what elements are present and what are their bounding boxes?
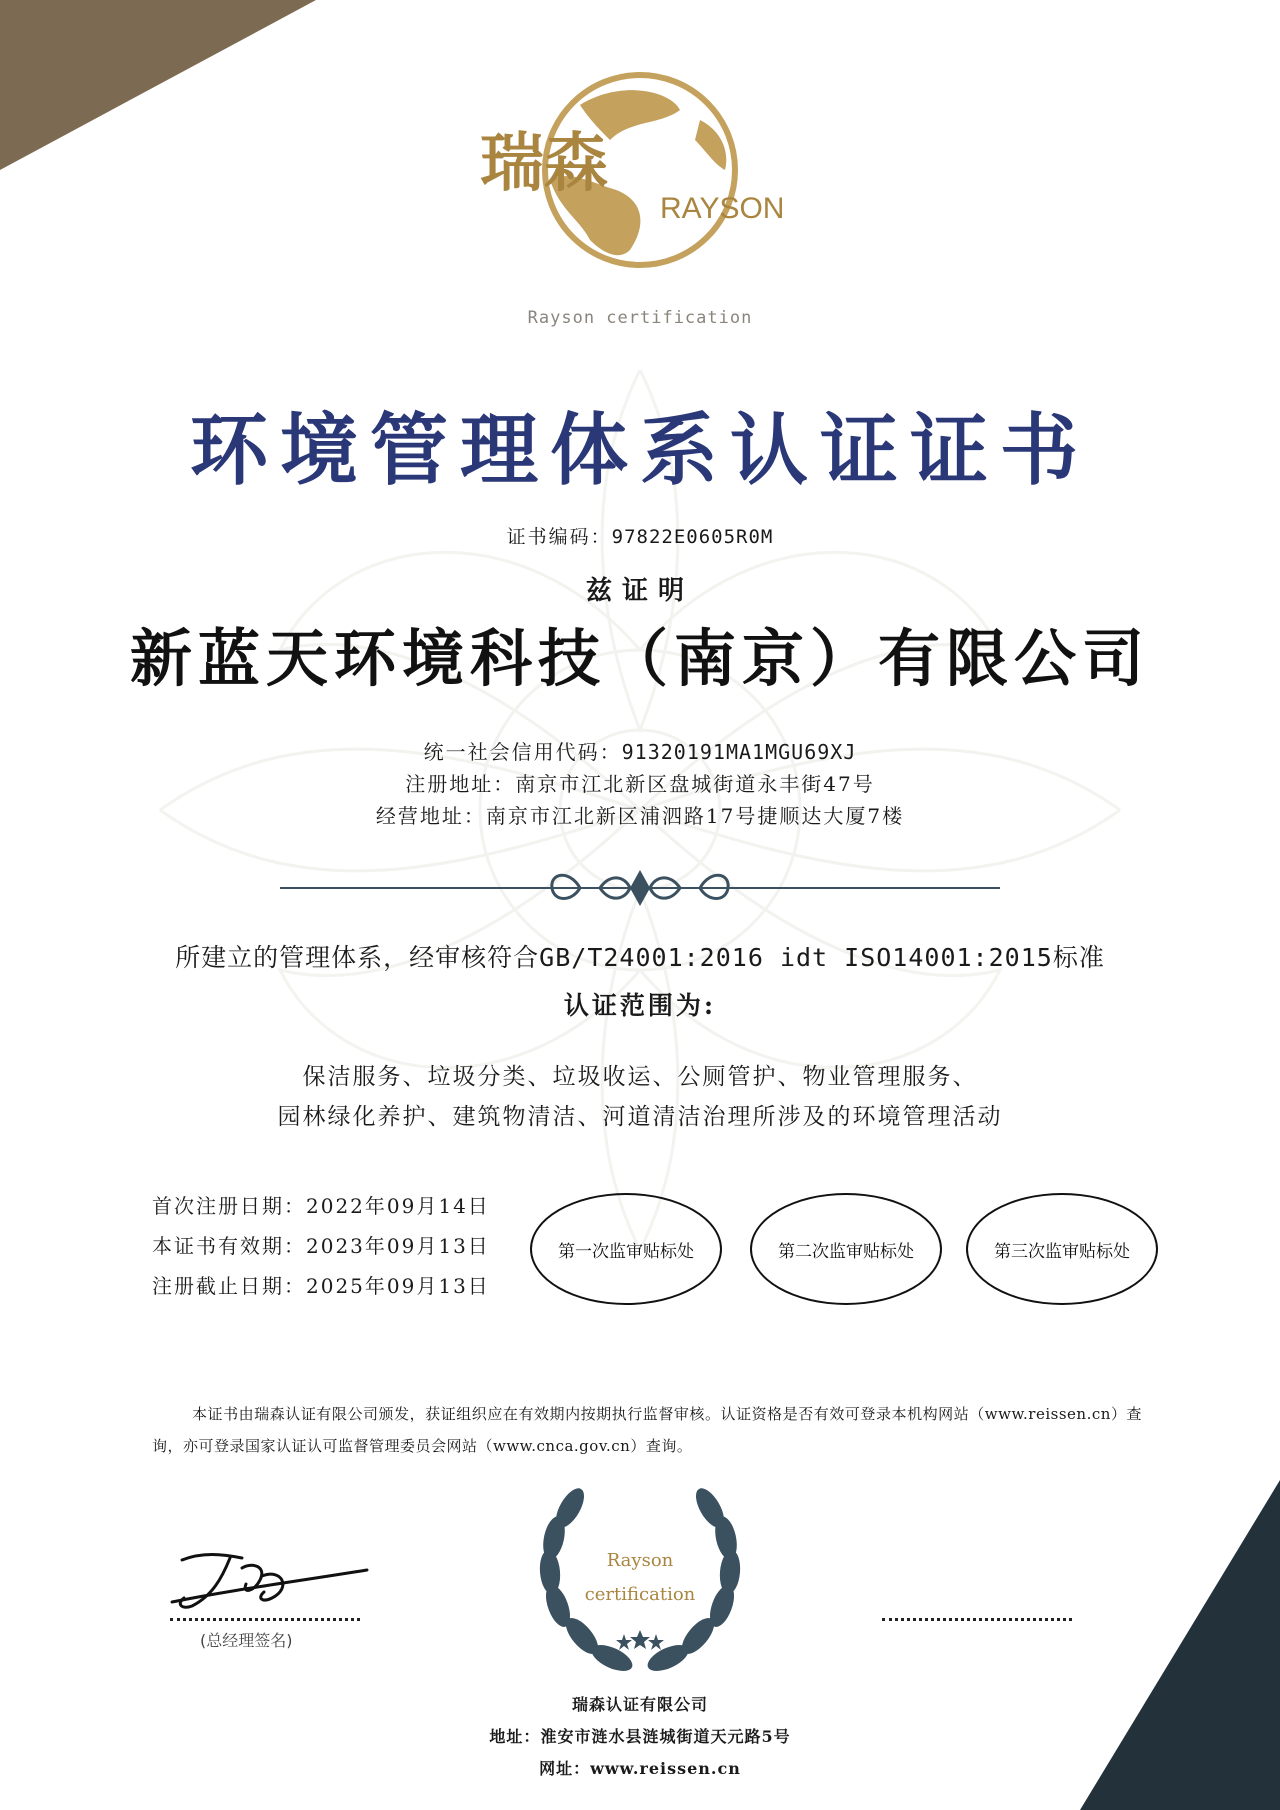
expiry-date <box>152 1270 490 1299</box>
certificate-title: 环境管理体系认证证书 <box>189 405 1090 496</box>
dotted-line <box>882 1618 1072 1621</box>
issuer-address <box>0 1724 1280 1747</box>
first-registration-label: 首次注册日期： <box>152 1194 306 1218</box>
expiry-label: 注册截止日期： <box>152 1274 306 1298</box>
standard-prefix: 所建立的管理体系，经审核符合 <box>175 943 540 972</box>
issuer-website <box>0 1756 1280 1779</box>
validity-notice: 本证书由瑞森认证有限公司颁发，获证组织应在有效期内按期执行监督审核。认证资格是否有效可登录本机构网站（www.reissen.cn）查询，亦可登录国家认证认可监督管理委员会网站（www.cnca.gov.cn）查询。 <box>152 1405 1142 1455</box>
seal-line-2: certification <box>584 1584 696 1605</box>
company-name: 新蓝天环境科技（南京）有限公司 <box>129 622 1150 695</box>
first-registration-date <box>152 1190 490 1219</box>
operating-address-value: 南京市江北新区浦泗路17号捷顺达大厦7楼 <box>485 804 905 828</box>
issuer-address-value: 淮安市涟水县涟城街道天元路5号 <box>540 1727 791 1746</box>
standard-suffix: 标准 <box>1052 943 1105 972</box>
logo-cn-text: 瑞森 <box>480 127 608 201</box>
validity-date <box>152 1230 490 1259</box>
credit-code-label: 统一社会信用代码： <box>423 740 622 764</box>
audit-sticker-slot-2: 第二次监审贴标处 <box>750 1193 942 1305</box>
seal-line-1: Rayson <box>606 1550 674 1571</box>
validity-value: 2023年09月13日 <box>306 1234 490 1258</box>
issuer-name: 瑞森认证有限公司 <box>571 1695 708 1714</box>
scope-line: 保洁服务、垃圾分类、垃圾收运、公厕管护、物业管理服务、 <box>302 1064 978 1090</box>
signature-line <box>170 1618 360 1621</box>
issuer-website-label: 网址： <box>539 1759 591 1778</box>
validity-label: 本证书有效期： <box>152 1234 306 1258</box>
stars-icon <box>616 1630 664 1650</box>
certificate-number-label: 证书编码： <box>506 526 612 548</box>
certificate-number <box>0 522 1280 549</box>
scope-label: 认证范围为: <box>563 991 717 1020</box>
logo-caption: Rayson certification <box>527 308 753 328</box>
rayson-logo <box>480 70 810 304</box>
ornamental-divider <box>280 858 1000 918</box>
registered-address-line <box>0 768 1280 797</box>
logo-globe-icon <box>480 70 810 300</box>
credit-code-line <box>0 736 1280 765</box>
expiry-value: 2025年09月13日 <box>306 1274 490 1298</box>
logo-en-text: RAYSON <box>660 192 785 225</box>
corner-decoration-top-left <box>0 0 320 170</box>
registered-address-label: 注册地址： <box>405 772 516 796</box>
credit-code-value: 91320191MA1MGU69XJ <box>621 740 857 764</box>
standard-value: GB/T24001:2016 idt ISO14001:2015 <box>539 943 1053 972</box>
audit-sticker-slot-1: 第一次监审贴标处 <box>530 1193 722 1305</box>
issuer-address-label: 地址： <box>489 1727 541 1746</box>
standard-statement <box>0 938 1280 974</box>
issuer-website-value: www.reissen.cn <box>590 1759 741 1778</box>
signature-caption: (总经理签名) <box>200 1631 293 1650</box>
scope-line: 园林绿化养护、建筑物清洁、河道清洁治理所涉及的环境管理活动 <box>277 1104 1003 1130</box>
first-registration-value: 2022年09月14日 <box>306 1194 490 1218</box>
laurel-seal <box>520 1476 760 1686</box>
audit-sticker-slot-3: 第三次监审贴标处 <box>966 1193 1158 1305</box>
manager-signature <box>172 1548 372 1618</box>
hereby-certify: 兹证明 <box>585 576 694 606</box>
operating-address-label: 经营地址： <box>375 804 486 828</box>
certificate-number-value: 97822E0605R0M <box>611 526 774 548</box>
operating-address-line <box>0 800 1280 829</box>
registered-address-value: 南京市江北新区盘城街道永丰街47号 <box>515 772 875 796</box>
